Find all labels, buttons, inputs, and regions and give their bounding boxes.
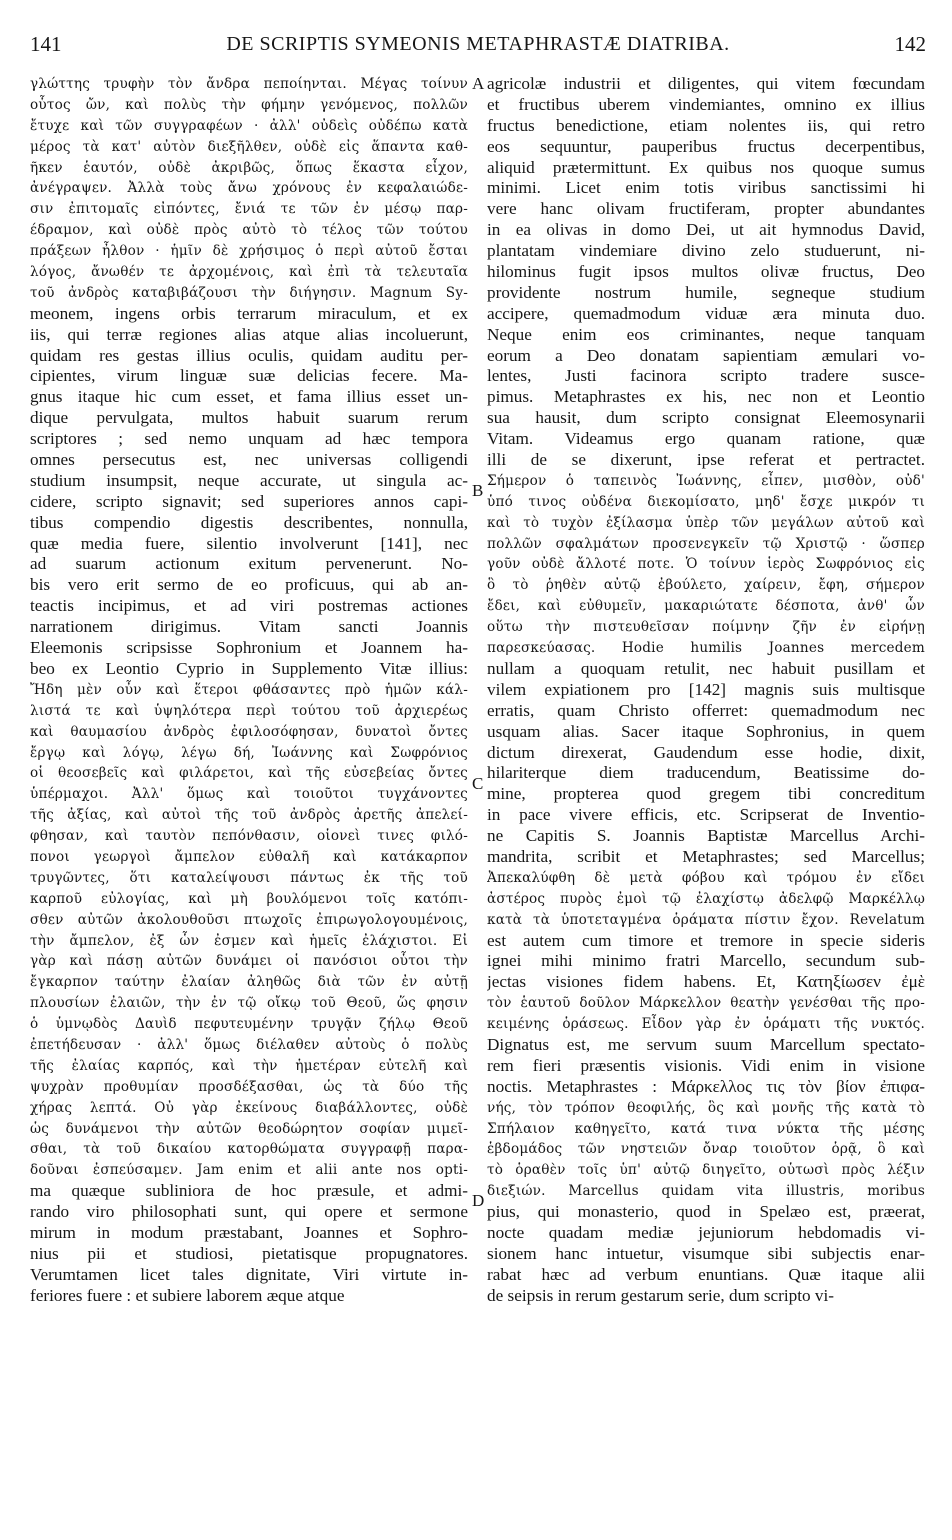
text-line: ma quæque subliniora de hoc præsule, et admi- bbox=[30, 1181, 468, 1201]
text-line: τὸν ἑαυτοῦ δοῦλον Μάρκελλον θεατὴν γενέσθαι τῆς προ- bbox=[487, 995, 925, 1012]
text-line: meonem, ingens orbis terrarum miraculum, et ex bbox=[30, 303, 468, 323]
text-line: πλουσίων ἐλαιῶν, τὴν ἐν τῷ οἴκῳ τοῦ Θεοῦ, ὥς φησιν bbox=[30, 995, 468, 1012]
text-line: plantatam vindemiare divino zelo studuerunt, ni- bbox=[487, 241, 925, 261]
text-line: rem fieri præsentis visionis. Vidi enim in visione bbox=[487, 1055, 925, 1075]
text-line: fructus benedictione, etiam nolentes iis, qui retro bbox=[487, 115, 925, 135]
text-line: de seipsis in rerum gestarum serie, dum scripto vi- bbox=[487, 1285, 835, 1305]
text-line: ψυχρὰν προθυμίαν προσδέξασθαι, ὡς τὰ δύο τῆς bbox=[30, 1078, 468, 1095]
text-line: ὁ ὑμνῳδὸς Δαυὶδ πεφυτευμένην τρυγᾷν ζήλῳ Θεοῦ bbox=[30, 1016, 468, 1033]
text-line: λιστά τε καὶ ὑψηλότερα περὶ τούτου τοῦ ἀρχιερέως bbox=[30, 702, 468, 719]
left-column bbox=[30, 74, 468, 1530]
text-line: nocte quadam mediæ jejuniorum hebdomadis vi- bbox=[487, 1222, 925, 1242]
text-line: καὶ θαυμασίου ἀνδρὸς ἐφιλοσόφησαν, δυνατοὶ ὄντες bbox=[30, 723, 468, 740]
text-line: Σήμερον ὁ ταπεινὸς Ἰωάννης, εἶπεν, μισθὸν, οὐδ' bbox=[487, 472, 925, 489]
text-line: παρεσκεύασας. Hodie humilis Joannes mercedem bbox=[487, 640, 925, 657]
text-line: cidere, scripto signavit; sed superiores annos capi- bbox=[30, 491, 468, 511]
text-line: feriores fuere : et subiere laborem æque atque bbox=[30, 1285, 345, 1305]
page-number-left: 141 bbox=[30, 32, 62, 56]
text-line: ad suarum actionum exitum pervenerunt. No- bbox=[30, 554, 468, 574]
text-line: χήρας λεπτά. Οὐ γὰρ ἐκείνους διαβάλλοντες, οὐδὲ bbox=[30, 1099, 468, 1116]
text-line: accipere, quemadmodum viduæ æra minuta duo. bbox=[487, 303, 925, 323]
text-line: κειμένης ὁράσεως. Εἶδον γὰρ ἐν ὁράματι τῆς νυκτός. bbox=[487, 1016, 925, 1033]
text-line: vere hanc olivam fructiferam, propter abundantes bbox=[487, 199, 925, 219]
text-line: Verumtamen licet tales dignitate, Viri virtute in- bbox=[30, 1264, 468, 1284]
text-line: ὃ τὸ ῥηθὲν αὐτῷ ἐβούλετο, χαίρειν, ἔφη, σήμερον bbox=[487, 577, 925, 594]
text-line: eorum a Deo donatam sapientiam æmulari vo- bbox=[487, 345, 925, 365]
text-line: scriptores ; sed nemo unquam ad hæc tempora bbox=[30, 429, 468, 449]
text-line: δοῦναι ἐσπεύσαμεν. Jam enim et alii ante nos opti- bbox=[30, 1162, 468, 1179]
text-line: σιν ἐπιτομαῖς εἰπόντες, ἔνιά τε τῶν ἐν μέσῳ παρ- bbox=[30, 201, 468, 218]
text-line: pimus. Metaphrastes ex his, nec non et Leontio bbox=[487, 387, 925, 407]
page-header bbox=[30, 24, 926, 64]
text-line: pius, qui monasterio, quod in Spelæo est, præerat, bbox=[487, 1202, 925, 1222]
text-line: έδραμον, καὶ οὐδὲ πρὸς αὐτὸ τὸ τέλος τῶν τούτου bbox=[30, 222, 468, 239]
text-line: ἔτυχε καὶ τῶν συγγραφέων · ἀλλ' οὐδεὶς οὐδέπω κατὰ bbox=[30, 117, 468, 134]
text-line: γοῦν οὐδὲ ἄλλοτέ ποτε. Ὁ τοίνυν ἱερὸς Σωφρόνιος εἰς bbox=[487, 556, 925, 573]
text-line: τοῦ ἀνδρὸς καταβιβάζουσι τὴν διήγησιν. Magnum Sy- bbox=[30, 284, 468, 301]
text-line: πράξεων ἦλθον · ἡμῖν δὲ χρήσιμος ὁ περὶ αὐτοῦ ἔσται bbox=[30, 243, 468, 260]
text-line: in pace vivere efficis, etc. Scripserat de Inventio- bbox=[487, 805, 925, 825]
text-line: erratis, quam Christo offerret: quemadmodum nec bbox=[487, 700, 925, 720]
text-line: σθαι, τὰ τοῦ δικαίου κατορθώματα συγγραφῇ παρα- bbox=[30, 1141, 468, 1158]
text-line: ἔγκαρπον ταύτην ἐλαίαν ἀληθῶς διὰ τῶν ἐν αὐτῇ bbox=[30, 974, 468, 991]
text-line: ὑπέρμαχοι. Ἀλλ' ὅμως καὶ τοιοῦτοι τυγχάνοντες bbox=[30, 786, 468, 803]
text-line: καρποῦ εὐλογίας, καὶ μὴ βουλόμενοι τοῖς κατόπι- bbox=[30, 890, 468, 907]
text-line: nullam a quoquam retulit, nec habuit pusillam et bbox=[487, 658, 925, 678]
running-title: DE SCRIPTIS SYMEONIS METAPHRASTÆ DIATRIBA. bbox=[226, 33, 730, 55]
text-line: dique pervulgata, multos habuit suarum rerum bbox=[30, 408, 468, 428]
text-line: usquam alias. Sacer itaque Sophronius, in quem bbox=[487, 721, 925, 741]
text-line: ἔδει, καὶ εὐθυμεῖν, μακαριώτατε δέσποτα, ἀνθ' ὧν bbox=[487, 598, 925, 615]
text-line: νής, τὸν τρόπον θεοφιλής, ὃς καὶ μονῆς τῆς κατὰ τὸ bbox=[487, 1099, 925, 1116]
text-line: ῆκεν ἑαυτόν, οὐδὲ ἀκριβῶς, ὅπως ἕκαστα εἶχον, bbox=[30, 159, 468, 176]
text-line: γλώττης τρυφὴν τὸν ἄνδρα πεποίηνται. Μέγας τοίνυν bbox=[30, 76, 468, 92]
text-line: lentes, Justi facinora scripto tradere susce- bbox=[487, 366, 925, 386]
text-line: Neque enim eos criminantes, neque tanquam bbox=[487, 324, 925, 344]
text-line: τῆς ἐλαίας καρπός, καὶ τὴν ἡμετέραν εὐτελῆ καὶ bbox=[30, 1057, 468, 1074]
text-line: nius pii et studiosi, pietatisque propugnatores. bbox=[30, 1243, 468, 1263]
text-line: mirum in modum præstabant, Joannes et Sophro- bbox=[30, 1222, 468, 1242]
text-line: Vitam. Videamus ergo quanam ratione, quæ bbox=[487, 429, 925, 449]
text-line: jectas visiones fidem habens. Et, Κατηξίωσεν ἐμὲ bbox=[487, 972, 925, 992]
right-column bbox=[487, 74, 925, 1530]
text-line: hilominus fugit ipsos multos olivæ fructus, Deo bbox=[487, 262, 925, 282]
margin-letter-a: A bbox=[472, 74, 485, 93]
text-line: providente nostrum humile, segneque studium bbox=[487, 282, 925, 302]
page-number-right: 142 bbox=[894, 32, 926, 56]
text-line: Ἀπεκαλύφθη δὲ μετὰ φόβου καὶ τρόμου ἐν εἴδει bbox=[487, 869, 925, 886]
text-line: φθησαν, καὶ ταυτὸν πεπόνθασιν, οἱονεὶ τινες φιλό- bbox=[30, 828, 468, 845]
text-line: Dignatus est, me servum suum Marcellum spectato- bbox=[487, 1034, 925, 1054]
text-line: ἀνέγραψεν. Ἀλλὰ τοὺς ἄνω χρόνους ἐν κεφαλαιώδε- bbox=[30, 180, 468, 197]
text-line: οἱ θεοσεβεῖς καὶ φιλάρετοι, καὶ τῆς εὐσεβείας ὄντες bbox=[30, 765, 468, 782]
text-line: studium insumpsit, neque accurate, ut singula ac- bbox=[30, 470, 468, 490]
text-line: quæ media fuere, silentio involverunt [141], nec bbox=[30, 533, 468, 553]
text-line: σθεν αὐτῶν ἀκολουθοῦσι πτωχοῖς ἐπιρωγολογουμένοις, bbox=[30, 911, 468, 928]
text-line: gnus itaque hic cum esset, et fama illius esset un- bbox=[30, 387, 468, 407]
text-line: tibus compendio digestis describentes, nonnulla, bbox=[30, 512, 468, 532]
text-line: τρυγῶντες, ὅτι καταλείψουσι πάντως ἐκ τῆς τοῦ bbox=[30, 869, 468, 886]
text-line: dictum direxerat, Gaudendum esse hodie, dixit, bbox=[487, 742, 925, 762]
text-line: quidam res gestas illius oculis, quidam auditu per- bbox=[30, 345, 468, 365]
text-line: eos sequuntur, pauperibus fructus decerpentibus, bbox=[487, 136, 925, 156]
text-line: μέρος τὰ κατ' αὐτὸν διεξῆλθεν, οὐδὲ εἰς ἅπαντα καθ- bbox=[30, 138, 468, 155]
text-line: τῆς ἀξίας, καὶ αὐτοὶ τῆς τοῦ ἀνδρὸς ἀρετῆς ἀπελεί- bbox=[30, 807, 468, 824]
text-line: beo ex Leontio Cyprio in Supplemento Vitæ illius: bbox=[30, 658, 468, 678]
text-line: aliquid prætermittunt. Ex quibus nos quoque sumus bbox=[487, 157, 925, 177]
margin-letter-c: C bbox=[472, 774, 484, 793]
text-line: Σπήλαιον καθηγεῖτο, κατά τινα νύκτα τῆς μέσης bbox=[487, 1120, 925, 1137]
text-line: Eleemonis scripsisse Sophronium et Joannem ha- bbox=[30, 638, 468, 658]
text-line: noctis. Metaphrastes : Μάρκελλος τις τὸν βίον ἐπιφα- bbox=[487, 1076, 925, 1096]
text-line: πολλῶν σφαλμάτων προσενεγκεῖν τῷ Χριστῷ · ὥσπερ bbox=[487, 535, 925, 552]
margin-letter-b: B bbox=[472, 481, 484, 500]
text-line: ἔργῳ καὶ λόγῳ, λέγω δή, Ἰωάννης καὶ Σωφρόνιος bbox=[30, 744, 468, 761]
text-line: iis, qui terræ regiones alias atque alias incoluerunt, bbox=[30, 324, 468, 344]
text-line: τὴν ἄμπελον, ἐξ ὧν ἐσμεν καὶ ἡμεῖς ἐλάχιστοι. Εἰ bbox=[30, 932, 468, 949]
text-line: sua hausit, dum scripto consignat Eleemosynarii bbox=[487, 408, 925, 428]
text-line: bis vero erit sermo de eo proficuus, qui ab an- bbox=[30, 575, 468, 595]
text-line: οὕτω τὴν πιστευθεῖσαν ποίμνην ζῆν ἐν εἰρήνῃ bbox=[487, 619, 925, 636]
margin-letter-d: D bbox=[472, 1191, 485, 1210]
text-line: vilem expiationem pro [142] magnis suis multisque bbox=[487, 679, 925, 699]
text-line: hilariterque diem traducendum, Beatissime do- bbox=[487, 763, 925, 783]
text-line: διεξιών. Marcellus quidam vita illustris, moribus bbox=[487, 1183, 925, 1200]
text-line: πονοι γεωργοὶ ἄμπελον εὐθαλῆ καὶ κατάκαρπον bbox=[30, 848, 468, 865]
text-line: omnes persecutus est, nec universas colligendi bbox=[30, 450, 468, 470]
text-line: rando viro philosophati sunt, qui opere et sermone bbox=[30, 1202, 468, 1222]
text-line: minimi. Licet enim totis viribus sanctissimi hi bbox=[487, 178, 925, 198]
text-line: agricolæ industrii et diligentes, qui vitem fœcundam bbox=[487, 74, 925, 93]
text-line: narrationem dirigimus. Vitam sancti Joannis bbox=[30, 617, 468, 637]
text-line: ne Capitis S. Joannis Baptistæ Marcellus Archi- bbox=[487, 826, 925, 846]
text-line: mine, propterea quod gregem tibi concreditum bbox=[487, 784, 925, 804]
text-line: ignei mihi minimo fratri Marcello, secundum sub- bbox=[487, 951, 925, 971]
text-line: κατὰ τὰ ὑποτεταγμένα ὁράματα πίστιν ἔχον. Revelatum bbox=[487, 911, 925, 928]
text-line: est autem cum timore et tremore in specie sideris bbox=[487, 930, 925, 950]
text-line: ἑβδομάδος τῶν νηστειῶν ὄναρ τοιοῦτον ὁρᾷ, ὃ καὶ bbox=[487, 1141, 925, 1158]
text-line: teactis incipimus, et ad viri postremas actiones bbox=[30, 596, 468, 616]
text-line: καὶ τὸ τυχὸν ἐξίλασμα ὑπὲρ τῶν μεγάλων αὐτοῦ καὶ bbox=[487, 514, 925, 531]
text-line: illi de se dixerunt, ipse referat et pertractet. bbox=[487, 450, 925, 470]
text-line: οὗτος ὤν, καὶ πολὺς τὴν φήμην γενόμενος, πολλῶν bbox=[30, 96, 468, 113]
text-line: in ea olivas in domo Dei, ut ait hymnodus David, bbox=[487, 220, 925, 240]
text-line: λόγος, ἄνωθέν τε ἀρχομένοις, καὶ ἐπὶ τὰ τελευταῖα bbox=[30, 264, 468, 281]
text-line: τὸ ὁραθὲν τοῖς ὑπ' αὐτῷ διηγεῖτο, οὑτωσὶ πρὸς λέξιν bbox=[487, 1162, 925, 1179]
text-line: ἐπετήδευσαν · ἀλλ' ὅμως διέλαθεν αὐτοὺς ὁ πολὺς bbox=[30, 1036, 468, 1053]
text-line: γὰρ καὶ πάσῃ αὐτῶν δυνάμει οἱ πανόσιοι οὗτοι τὴν bbox=[30, 953, 468, 970]
text-line: ὑπό τινος οὐδένα διεκομίσατο, μηδ' ἔσχε μικρόν τι bbox=[487, 493, 925, 510]
text-line: Ἤδη μὲν οὖν καὶ ἕτεροι φθάσαντες πρὸ ἡμῶν κάλ- bbox=[30, 681, 468, 698]
text-line: ἀστέρος πυρὸς ἐμοὶ τῷ ἐλαχίστῳ ἀδελφῷ Μαρκέλλῳ bbox=[487, 890, 925, 907]
text-line: et fructibus uberem vindemiantes, omnino ex illius bbox=[487, 94, 925, 114]
text-line: mandrita, scribit et Metaphrastes; sed Marcellus; bbox=[487, 846, 925, 866]
text-line: sionem hanc intuetur, visumque sibi subjectis enar- bbox=[487, 1243, 925, 1263]
text-line: rabat hæc ad verbum enuntians. Quæ itaque alii bbox=[487, 1264, 925, 1284]
text-line: ὡς δυνάμενοι τὴν αὐτῶν θεοδώρητον σοφίαν μιμεῖ- bbox=[30, 1120, 468, 1137]
text-line: cipientes, virum linguæ suæ delicias fecere. Ma- bbox=[30, 366, 468, 386]
